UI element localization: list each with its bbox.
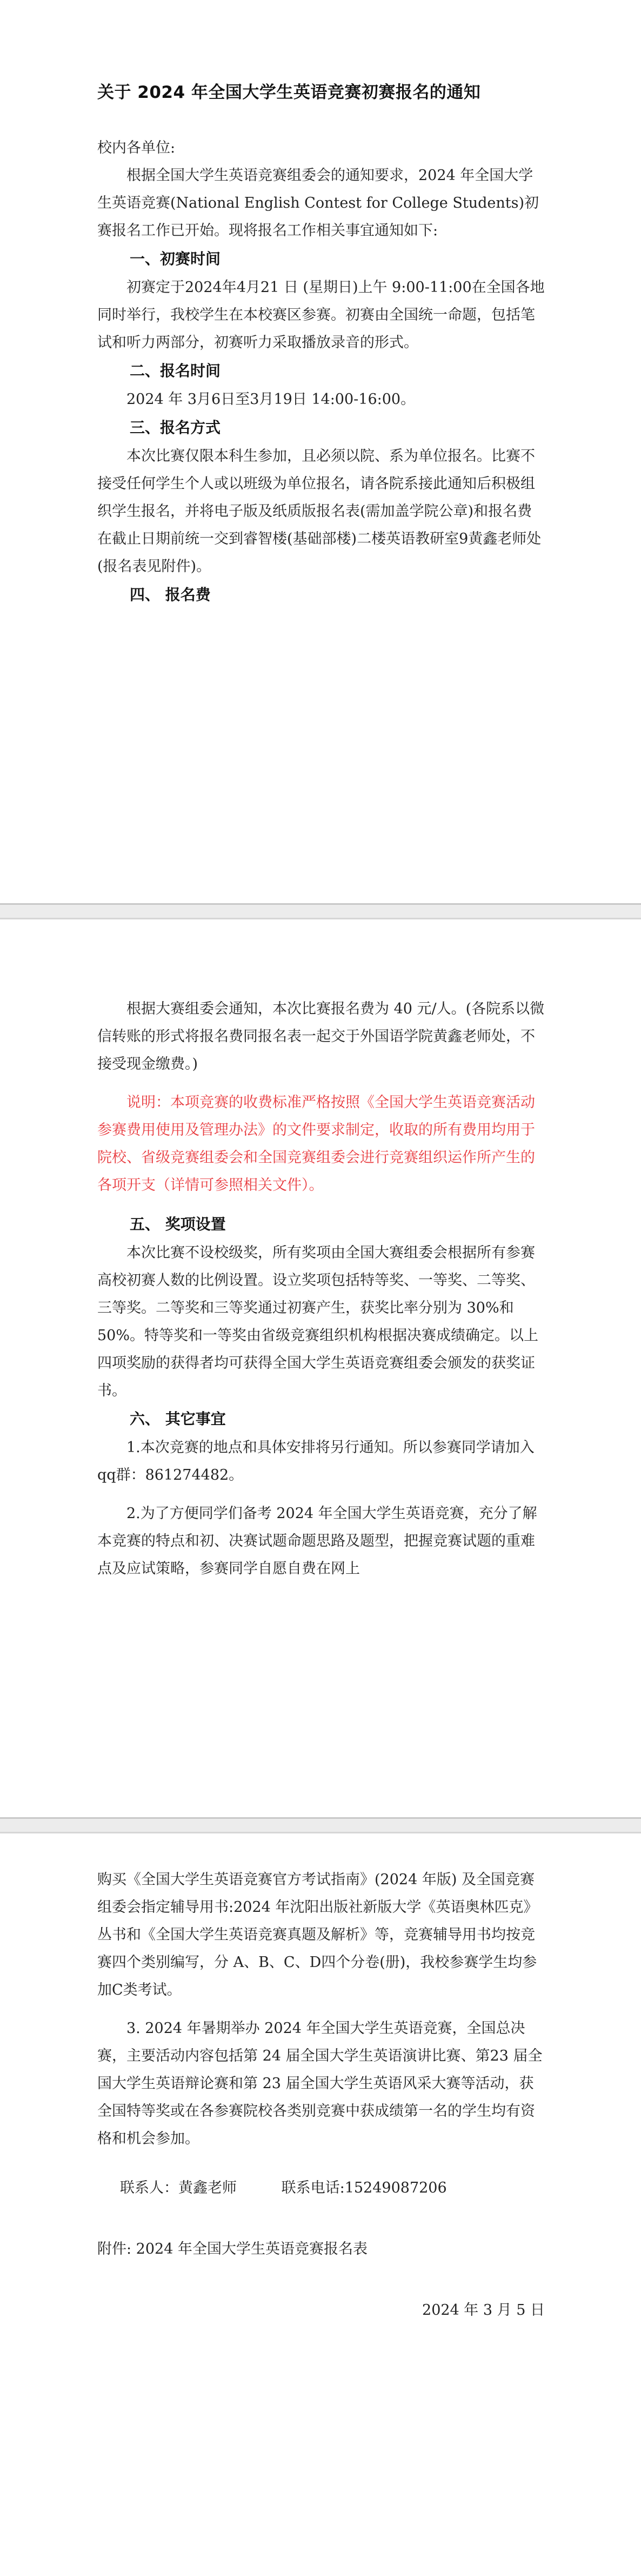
salutation: 校内各单位: [97, 140, 176, 156]
section-1-text: 初赛定于2024年4月21 日 (星期日)上午 9:00-11:00在全国各地同时举行，我校学生在本校赛区参赛。初赛由全国统一命题，包括笔试和听力两部分，初赛听力采取播放录音的形式。 [97, 279, 545, 351]
page-3-content [97, 1866, 545, 2324]
section-3-heading: 三、报名方式 [130, 419, 221, 436]
section-2-text: 2024 年 3月6日至3月19日 14:00-16:00。 [126, 391, 416, 408]
page-1 [0, 0, 641, 903]
section-3-text: 本次比赛仅限本科生参加，且必须以院、系为单位报名。比赛不接受任何学生个人或以班级为单位报名，请各院系接此通知后积极组织学生报名，并将电子版及纸质版报名表(需加盖学院公章)和报名费在截止日期前统一交到睿智楼(基础部楼)二楼英语教研室9黄鑫老师处(报名表见附件)。 [97, 448, 542, 575]
section-6-item-1: 1.本次竞赛的地点和具体安排将另行通知。所以参赛同学请加入qq群：861274482。 [97, 1439, 535, 1484]
section-2-heading: 二、报名时间 [130, 362, 221, 380]
page-2-content [97, 995, 545, 1582]
page-separator [0, 1817, 641, 1833]
fee-note: 说明：本项竞赛的收费标准严格按照《全国大学生英语竞赛活动参赛费用使用及管理办法》的文件要求制定，收取的所有费用均用于院校、省级竞赛组委会和全国竞赛组委会进行竞赛组织运作所产生的各项开支（详情可参照相关文件）。 [97, 1094, 535, 1194]
page-1-content [97, 78, 545, 610]
section-6-item-2: 2.为了方便同学们备考 2024 年全国大学生英语竞赛，充分了解本竞赛的特点和初、决赛试题命题思路及题型，把握竞赛试题的重难点及应试策略，参赛同学自愿自费在网上 [97, 1505, 537, 1577]
section-5-text: 本次比赛不设校级奖，所有奖项由全国大赛组委会根据所有参赛高校初赛人数的比例设置。设立奖项包括特等奖、一等奖、二等奖、三等奖。二等奖和三等奖通过初赛产生，获奖比率分别为 30%和 50%。特等奖和一等奖由省级竞赛组织机构根据决赛成绩确定。以上四项奖励的获得者均可获得全国大学生英语竞赛组委会颁发的获奖证书。 [97, 1244, 539, 1399]
attachment-line: 附件: 2024 年全国大学生英语竞赛报名表 [97, 2241, 368, 2257]
intro-paragraph: 根据全国大学生英语竞赛组委会的通知要求，2024 年全国大学生英语竞赛(National English Contest for College Students)初赛报名工作已开始。现将报名工作相关事宜通知如下: [97, 167, 539, 239]
section-6-item-2-continued: 购买《全国大学生英语竞赛官方考试指南》(2024 年版) 及全国竞赛组委会指定辅导用书:2024 年沈阳出版社新版大学《英语奥林匹克》丛书和《全国大学生英语竞赛真题及解析》等，竞赛辅导用书均按竞赛四个类别编写，分 A、B、C、D四个分卷(册)，我校参赛学生均参加C类考试。 [97, 1871, 538, 1998]
page-2 [0, 919, 641, 1817]
section-4-heading: 四、 报名费 [130, 586, 211, 604]
page-separator [0, 903, 641, 919]
section-1-heading: 一、初赛时间 [130, 250, 221, 268]
issue-date: 2024 年 3 月 5 日 [422, 2302, 545, 2319]
fee-text: 根据大赛组委会通知，本次比赛报名费为 40 元/人。(各院系以微信转账的形式将报名费同报名表一起交于外国语学院黄鑫老师处，不接受现金缴费。) [97, 1001, 545, 1072]
notice-title: 关于 2024 年全国大学生英语竞赛初赛报名的通知 [97, 83, 481, 102]
page-3 [0, 1833, 641, 2576]
contact-line [97, 2174, 545, 2202]
section-6-heading: 六、 其它事宜 [130, 1410, 226, 1428]
section-5-heading: 五、 奖项设置 [130, 1215, 226, 1233]
section-6-item-3: 3. 2024 年暑期举办 2024 年全国大学生英语竞赛，全国总决赛，主要活动内容包括第 24 届全国大学生英语演讲比赛、第23 届全国大学生英语辩论赛和第 23 届全国大学生英语风采大赛等活动，获全国特等奖或在各参赛院校各类别竞赛中获成绩第一名的学生均有资格和机会参加。 [97, 2020, 543, 2147]
contact-person: 联系人：黄鑫老师 [120, 2180, 237, 2196]
contact-phone: 联系电话:15249087206 [281, 2180, 447, 2196]
